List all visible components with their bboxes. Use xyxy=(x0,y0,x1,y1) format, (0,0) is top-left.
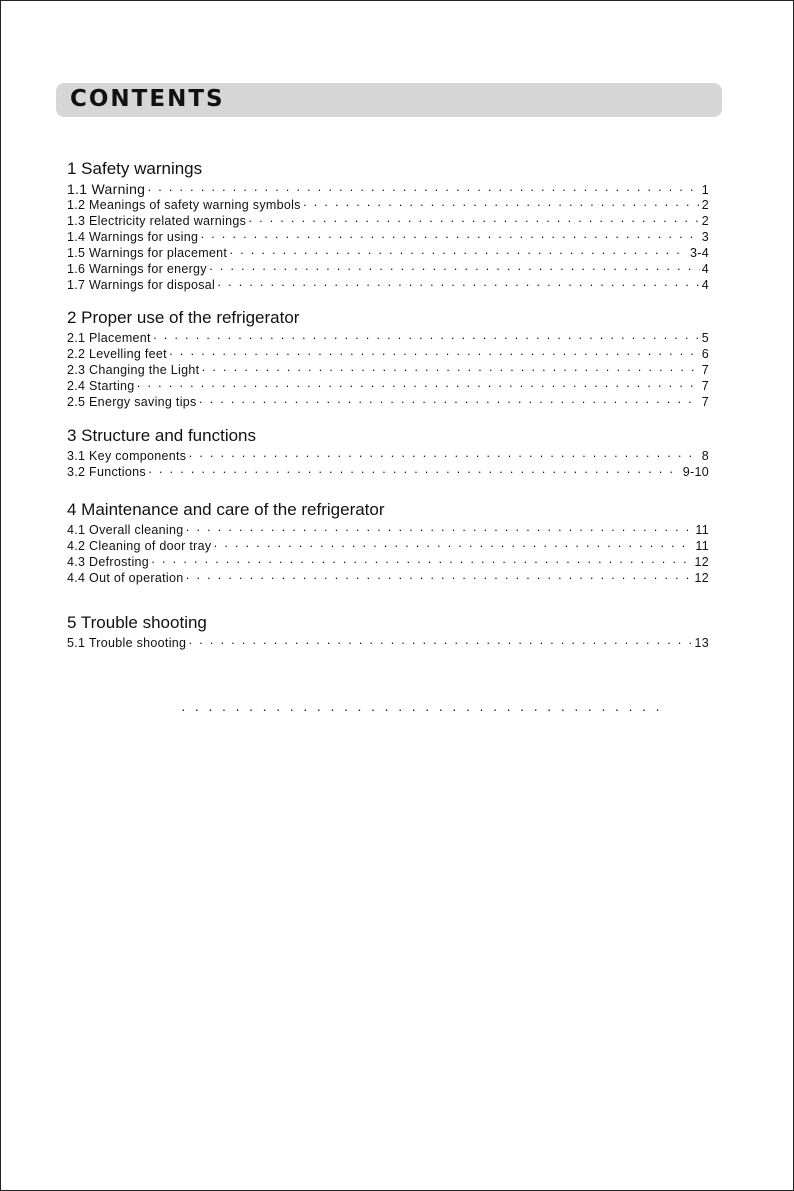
decorative-dot-row xyxy=(181,701,671,717)
entry-label: 2.4 Starting xyxy=(67,379,135,393)
entry-label: 3.1 Key components xyxy=(67,449,187,463)
leader-dots xyxy=(186,570,693,586)
leader-dots xyxy=(169,346,700,362)
section-title: 2 Proper use of the refrigerator xyxy=(67,308,300,327)
entry-page: 7 xyxy=(701,379,709,393)
leader-dots xyxy=(188,448,699,464)
toc-entry[interactable] xyxy=(67,346,709,362)
section-trouble-shooting xyxy=(67,612,709,651)
leader-dots xyxy=(137,378,700,394)
leader-dots xyxy=(213,538,693,554)
entry-label: 1.1 Warning xyxy=(67,181,146,197)
contents-header xyxy=(56,83,722,117)
entry-page: 13 xyxy=(694,636,709,650)
entry-page: 2 xyxy=(701,214,709,228)
leader-dots xyxy=(209,261,700,277)
entry-label: 1.4 Warnings for using xyxy=(67,230,199,244)
entry-label: 1.5 Warnings for placement xyxy=(67,246,228,260)
toc-entry[interactable] xyxy=(67,448,709,464)
toc-entry[interactable] xyxy=(67,229,709,245)
section-title: 1 Safety warnings xyxy=(67,159,203,178)
entry-page: 6 xyxy=(701,347,709,361)
leader-dots xyxy=(229,245,688,261)
entry-page: 12 xyxy=(694,555,709,569)
entry-page: 2 xyxy=(701,198,709,212)
entry-label: 2.3 Changing the Light xyxy=(67,363,200,377)
section-title: 4 Maintenance and care of the refrigerator xyxy=(67,500,385,519)
entry-label: 5.1 Trouble shooting xyxy=(67,636,187,650)
toc-entry[interactable] xyxy=(67,394,709,410)
entry-label: 2.5 Energy saving tips xyxy=(67,395,197,409)
entry-label: 1.7 Warnings for disposal xyxy=(67,278,216,292)
leader-dots xyxy=(151,554,692,570)
toc-entry[interactable] xyxy=(67,277,709,293)
toc-entry[interactable] xyxy=(67,554,709,570)
entry-page: 7 xyxy=(701,395,709,409)
entry-label: 4.2 Cleaning of door tray xyxy=(67,539,212,553)
leader-dots xyxy=(185,522,693,538)
leader-dots xyxy=(303,197,700,213)
entry-page: 5 xyxy=(701,331,709,345)
toc-entry[interactable] xyxy=(67,261,709,277)
toc-entry[interactable] xyxy=(67,538,709,554)
leader-dots xyxy=(200,229,700,245)
toc-entry[interactable] xyxy=(67,522,709,538)
toc-entry[interactable] xyxy=(67,378,709,394)
entry-page: 7 xyxy=(701,363,709,377)
leader-dots xyxy=(153,330,700,346)
entry-page: 12 xyxy=(694,571,709,585)
leader-dots xyxy=(201,362,699,378)
entry-page: 3-4 xyxy=(690,246,709,260)
toc-entry[interactable] xyxy=(67,464,709,480)
entry-label: 1.6 Warnings for energy xyxy=(67,262,207,276)
leader-dots xyxy=(188,635,692,651)
entry-label: 4.3 Defrosting xyxy=(67,555,150,569)
section-safety-warnings xyxy=(67,158,709,293)
toc-entry[interactable] xyxy=(67,362,709,378)
leader-dots xyxy=(217,277,700,293)
entry-label: 2.2 Levelling feet xyxy=(67,347,167,361)
entry-label: 3.2 Functions xyxy=(67,465,146,479)
toc-entry[interactable] xyxy=(67,213,709,229)
toc-entry[interactable] xyxy=(67,181,709,197)
entry-label: 4.1 Overall cleaning xyxy=(67,523,184,537)
entry-page: 11 xyxy=(695,539,709,553)
toc-entry[interactable] xyxy=(67,245,709,261)
toc-entry[interactable] xyxy=(67,197,709,213)
entry-page: 4 xyxy=(701,262,709,276)
entry-page: 11 xyxy=(695,523,709,537)
section-proper-use xyxy=(67,307,709,410)
toc-entry[interactable] xyxy=(67,570,709,586)
toc-entry[interactable] xyxy=(67,635,709,651)
entry-label: 1.2 Meanings of safety warning symbols xyxy=(67,198,301,212)
leader-dots xyxy=(147,182,699,198)
contents-title: CONTENTS xyxy=(70,86,225,112)
section-title: 3 Structure and functions xyxy=(67,426,257,445)
leader-dots xyxy=(148,464,681,480)
entry-page: 9-10 xyxy=(682,465,709,479)
entry-page: 8 xyxy=(701,449,709,463)
toc-entry[interactable] xyxy=(67,330,709,346)
entry-page: 4 xyxy=(701,278,709,292)
entry-page: 3 xyxy=(701,230,709,244)
entry-page: 1 xyxy=(701,183,709,197)
section-maintenance xyxy=(67,499,709,586)
section-title: 5 Trouble shooting xyxy=(67,613,207,632)
entry-label: 1.3 Electricity related warnings xyxy=(67,214,247,228)
leader-dots xyxy=(199,394,700,410)
entry-label: 2.1 Placement xyxy=(67,331,151,345)
entry-label: 4.4 Out of operation xyxy=(67,571,184,585)
section-structure-functions xyxy=(67,425,709,480)
leader-dots xyxy=(248,213,700,229)
